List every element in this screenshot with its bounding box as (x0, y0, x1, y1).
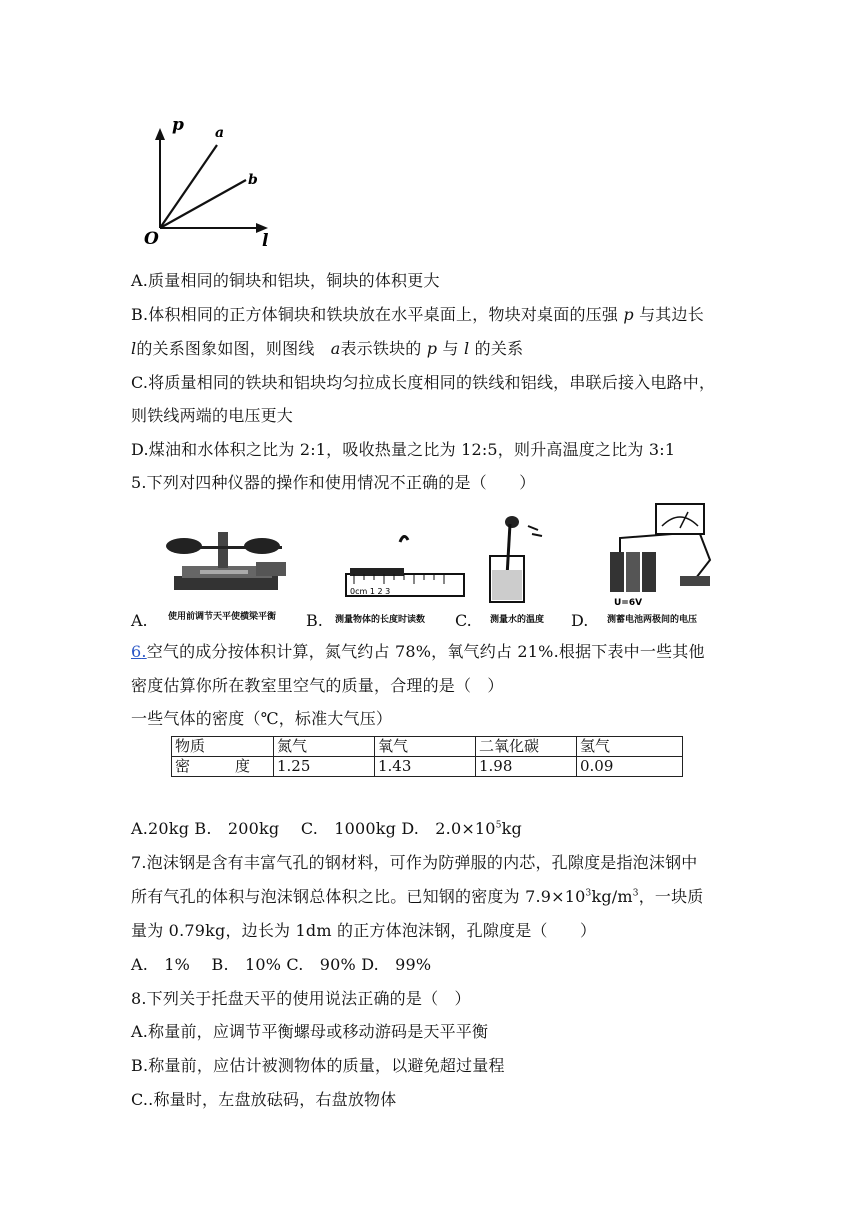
balance-illustration (160, 526, 292, 602)
x-axis-label: l (262, 231, 269, 248)
table-row (172, 737, 683, 757)
question-7-line1: 7.泡沫钢是含有丰富气孔的钢材料，可作为防弹服的内芯，孔隙度是指泡沫钢中 (131, 853, 698, 872)
origin-label: O (144, 229, 159, 248)
question-7-line3: 量为 0.79kg，边长为 1dm 的正方体泡沫钢，孔隙度是（ ） (131, 921, 597, 940)
table-cell: 密 度 (172, 757, 274, 777)
caption-a: 使用前调节天平使横梁平衡 (168, 612, 277, 622)
question-8-option-c: C..称量时，左盘放砝码，右盘放物体 (131, 1090, 397, 1109)
density-table-title: 一些气体的密度（℃，标准大气压） (131, 709, 393, 728)
option-letter-d: D. (571, 611, 589, 630)
table-cell: 氧气 (375, 737, 476, 757)
option-letter-a: A. (131, 611, 148, 630)
option-letter-c: C. (455, 611, 472, 630)
table-cell: 氢气 (577, 737, 683, 757)
question-6-options: A.20kg B. 200kg C. 1000kg D. $2.0\times 10^5kg$ (131, 819, 522, 838)
caption-c: 测量水的温度 (490, 615, 545, 625)
line-b (160, 180, 246, 228)
voltmeter-illustration (600, 500, 720, 612)
table-row (172, 757, 683, 777)
y-axis-arrow (155, 128, 165, 140)
line-a-label: a (215, 125, 225, 141)
pressure-length-graph (140, 108, 280, 248)
thermometer-illustration (484, 514, 554, 606)
table-cell: 1.25 (274, 757, 375, 777)
ruler-illustration (344, 528, 466, 608)
option-b-line1: B.体积相同的正方体铜块和铁块放在水平桌面上，物块对桌面的压强 p 与其边长 (131, 305, 704, 324)
table-cell: 二氧化碳 (476, 737, 577, 757)
option-c-line1: C.将质量相同的铁块和铝块均匀拉成长度相同的铁线和铝线，串联后接入电路中， (131, 373, 716, 392)
question-8-option-a: A.称量前，应调节平衡螺母或移动游码是天平平衡 (131, 1022, 489, 1041)
question-7-options: A. 1% B. 10% C. 90% D. 99% (131, 955, 432, 974)
y-axis-label: p (172, 115, 184, 135)
question-7-line2: 所有气孔的体积与泡沫钢总体积之比。已知钢的密度为 $7.9\times 10^3kg/m^3$，一块质 (131, 887, 704, 906)
question-8-stem: 8.下列关于托盘天平的使用说法正确的是（ ） (131, 989, 471, 1008)
question-6-line1: 6.空气的成分按体积计算，氮气约占 78%，氧气约占 21%.根据下表中一些其他 (131, 642, 705, 661)
question-8-option-b: B.称量前，应估计被测物体的质量，以避免超过量程 (131, 1056, 505, 1075)
var-p: p (623, 305, 634, 324)
option-c-line2: 则铁线两端的电压更大 (131, 406, 294, 425)
line-b-label: b (248, 172, 258, 188)
line-a (160, 145, 217, 228)
var-l: l (131, 339, 137, 358)
table-cell: 氮气 (274, 737, 375, 757)
table-cell: 物质 (172, 737, 274, 757)
option-b-line2: l的关系图象如图，则图线 a表示铁块的 p 与 l 的关系 (131, 339, 524, 358)
question-6-line2: 密度估算你所在教室里空气的质量，合理的是（ ） (131, 676, 504, 695)
option-d: D.煤油和水体积之比为 2:1，吸收热量之比为 12:5，则升高温度之比为 3:1 (131, 440, 676, 459)
voltage-label: U=6V (614, 598, 643, 608)
caption-d: 测蓄电池两极间的电压 (607, 615, 698, 625)
question-6-number: 6 (131, 642, 142, 661)
table-cell: 1.98 (476, 757, 577, 777)
table-cell: 0.09 (577, 757, 683, 777)
density-table (171, 736, 683, 777)
option-letter-b: B. (306, 611, 323, 630)
question-5-stem: 5.下列对四种仪器的操作和使用情况不正确的是（ ） (131, 473, 536, 492)
caption-b: 测量物体的长度时读数 (335, 615, 426, 625)
option-a: A.质量相同的铜块和铝块，铜块的体积更大 (131, 271, 440, 290)
table-cell: 1.43 (375, 757, 476, 777)
ruler-scale-label: 0cm 1 2 3 (350, 587, 391, 596)
var-a: a (330, 339, 341, 358)
